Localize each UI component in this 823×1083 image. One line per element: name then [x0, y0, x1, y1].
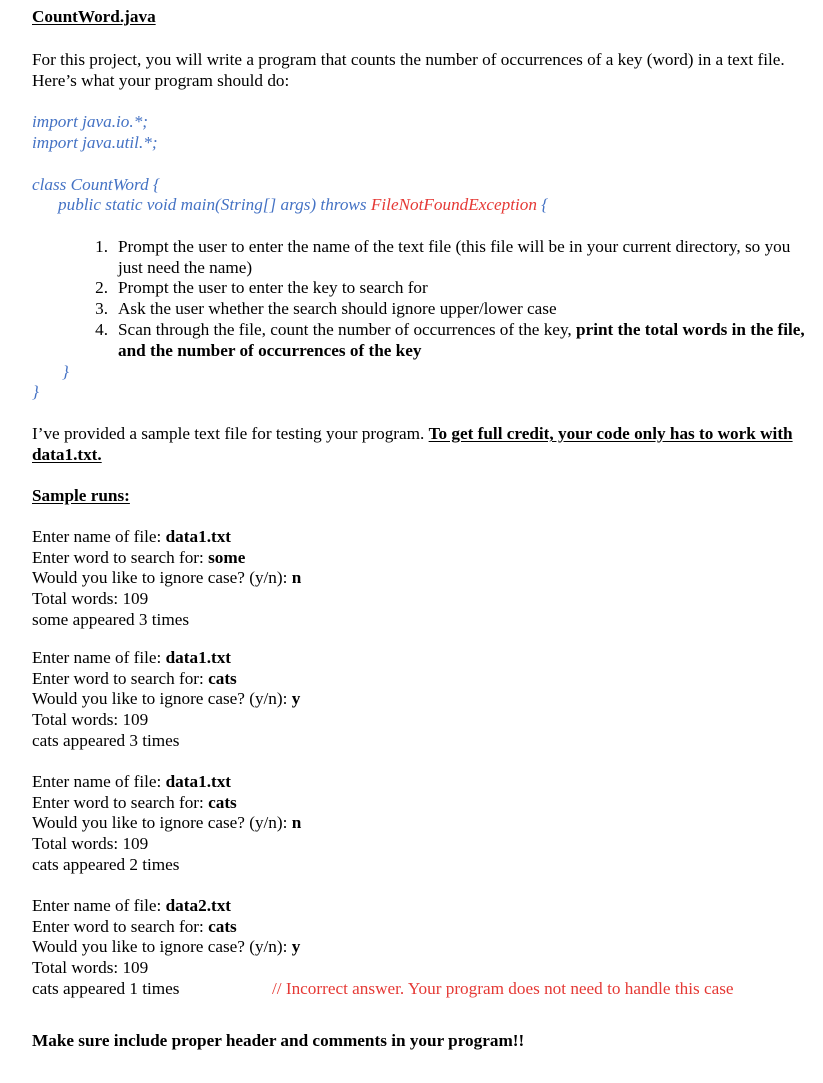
result-line — [32, 978, 734, 1000]
file-input-value: data1.txt — [165, 527, 232, 546]
file-prompt-label: Enter name of file: — [32, 527, 166, 546]
requirement-text: Prompt the user to enter the key to search for — [118, 278, 428, 298]
requirement-item — [84, 278, 806, 299]
requirement-number: 1. — [95, 237, 108, 256]
requirement-item — [84, 299, 806, 320]
case-prompt-line — [32, 689, 300, 710]
word-input-value: cats — [208, 668, 237, 688]
word-prompt-line — [32, 669, 300, 690]
word-input-value: cats — [208, 916, 237, 936]
file-prompt-line — [32, 527, 301, 548]
code-class-declaration: class CountWord { — [32, 175, 160, 194]
total-words-line: Total words: 109 — [32, 589, 149, 609]
provided-paragraph — [32, 424, 797, 465]
case-input-value: n — [291, 568, 302, 588]
file-prompt-label: Enter name of file: — [32, 648, 166, 667]
intro-paragraph: For this project, you will write a program that counts the number of occurrences of a key (word) in a text file. Here’s what your program should do: — [32, 50, 785, 90]
requirement-text: Prompt the user to enter the name of the text file (this file will be in your current directory, so you just need the name) — [118, 237, 791, 277]
file-prompt-label: Enter name of file: — [32, 772, 166, 791]
document-title: CountWord.java — [32, 7, 156, 26]
footer-note: Make sure include proper header and comments in your program!! — [32, 1031, 525, 1050]
case-prompt-label: Would you like to ignore case? (y/n): — [32, 813, 292, 833]
requirement-item — [84, 237, 806, 278]
word-input-value: cats — [208, 792, 237, 812]
word-prompt-line — [32, 793, 301, 814]
result-line: cats appeared 3 times — [32, 730, 180, 750]
case-prompt-label: Would you like to ignore case? (y/n): — [32, 937, 292, 957]
code-main-signature — [58, 195, 548, 216]
sample-run — [32, 527, 301, 630]
sample-run — [32, 648, 300, 751]
case-prompt-line — [32, 568, 301, 589]
case-input-value: y — [291, 689, 301, 709]
requirement-number: 4. — [95, 319, 108, 339]
result-line: cats appeared 2 times — [32, 854, 180, 874]
case-input-value: n — [291, 813, 302, 833]
result-text: cats appeared 1 times — [32, 978, 180, 998]
requirement-text: Ask the user whether the search should ignore upper/lower case — [118, 299, 557, 319]
code-main-suffix: { — [537, 195, 549, 214]
sample-run — [32, 896, 734, 999]
file-input-value: data1.txt — [165, 648, 232, 667]
case-prompt-label: Would you like to ignore case? (y/n): — [32, 568, 292, 588]
code-exception: FileNotFoundException — [370, 195, 537, 214]
word-prompt-label: Enter word to search for: — [32, 916, 209, 936]
word-prompt-label: Enter word to search for: — [32, 792, 209, 812]
file-input-value: data1.txt — [165, 772, 232, 791]
case-prompt-label: Would you like to ignore case? (y/n): — [32, 689, 292, 709]
requirement-text: Scan through the file, count the number of occurrences of the key, — [118, 319, 577, 339]
file-prompt-label: Enter name of file: — [32, 896, 166, 915]
requirements-list — [84, 237, 806, 361]
requirement-number: 2. — [95, 278, 108, 298]
case-input-value: y — [291, 937, 301, 957]
code-close-inner-brace: } — [62, 362, 69, 381]
word-prompt-line — [32, 917, 300, 938]
code-main-prefix: public static void main(String[] args) throws — [58, 195, 371, 214]
result-line: some appeared 3 times — [32, 609, 190, 629]
total-words-line: Total words: 109 — [32, 710, 149, 730]
file-prompt-line — [32, 896, 300, 917]
total-words-line: Total words: 109 — [32, 834, 149, 854]
file-prompt-line — [32, 648, 300, 669]
word-prompt-label: Enter word to search for: — [32, 547, 209, 567]
requirement-bold-text: print the total words in the file, and the number of occurrences of the key — [118, 319, 805, 360]
requirement-number: 3. — [95, 299, 108, 319]
incorrect-answer-comment: // Incorrect answer. Your program does not need to handle this case — [272, 978, 734, 998]
code-import-io: import java.io.*; — [32, 112, 149, 131]
case-prompt-line — [32, 937, 300, 958]
sample-run — [32, 772, 301, 875]
word-input-value: some — [208, 547, 246, 567]
full-credit-note: To get full credit, your code only has to work with data1.txt. — [32, 424, 793, 464]
word-prompt-line — [32, 548, 301, 569]
sample-runs-heading: Sample runs: — [32, 486, 130, 505]
file-prompt-line — [32, 772, 301, 793]
case-prompt-line — [32, 813, 301, 834]
code-close-outer-brace: } — [32, 382, 39, 401]
total-words-line: Total words: 109 — [32, 958, 149, 978]
code-import-util: import java.util.*; — [32, 133, 158, 152]
requirement-item — [84, 320, 806, 361]
word-prompt-label: Enter word to search for: — [32, 668, 209, 688]
provided-text: I’ve provided a sample text file for testing your program. — [32, 424, 429, 443]
file-input-value: data2.txt — [165, 896, 232, 915]
